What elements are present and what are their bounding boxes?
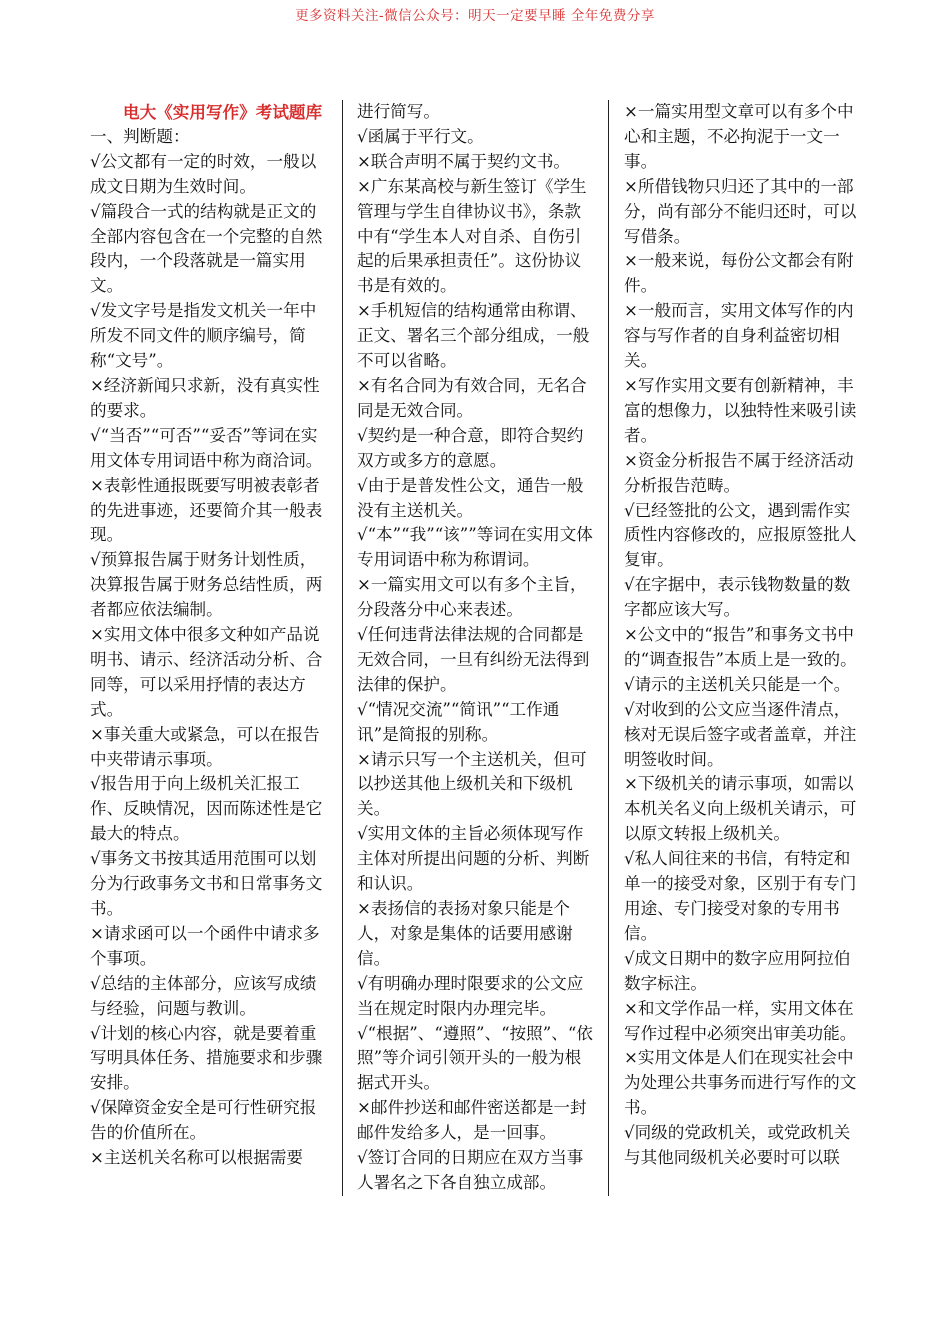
question-item: ×一篇实用型文章可以有多个中心和主题，不必拘泥于一文一事。 [624, 102, 854, 171]
question-item: √“情况交流”“简讯”“工作通讯”是简报的别称。 [357, 699, 560, 744]
question-item: √签订合同的日期应在双方当事人署名之下各自独立成部。 [357, 1148, 584, 1192]
question-item: ×所借钱物只归还了其中的一部分，尚有部分不能归还时，可以写借条。 [624, 176, 857, 246]
section-heading: 一、判断题： [90, 126, 190, 146]
question-item: ×一篇实用文可以有多个主旨，分段落分中心来表述。 [357, 575, 587, 620]
question-item: ×一般来说，每份公文都会有附件。 [624, 251, 854, 296]
question-item: ×事关重大或紧急，可以在报告中夹带请示事项。 [90, 724, 320, 769]
question-item: √成文日期中的数字应用阿拉伯数字标注。 [624, 948, 851, 993]
question-item: √请示的主送机关只能是一个。 [624, 674, 851, 694]
question-item: √预算报告属于财务计划性质，决算报告属于财务总结性质，两者都应依法编制。 [90, 550, 323, 620]
question-item: ×主送机关名称可以根据需要 [90, 1148, 304, 1168]
question-item: ×请示只写一个主送机关，但可以抄送其他上级机关和下级机关。 [357, 749, 587, 819]
question-item: √实用文体的主旨必须体现写作主体对所提出问题的分析、判断和认识。 [357, 824, 590, 894]
question-item: ×实用文体是人们在现实社会中为处理公共事务而进行写作的文书。 [624, 1048, 857, 1118]
question-item: ×有名合同为有效合同，无名合同是无效合同。 [357, 375, 587, 420]
question-item: ×资金分析报告不属于经济活动分析报告范畴。 [624, 450, 854, 495]
question-item: √事务文书按其适用范围可以划分为行政事务文书和日常事务文书。 [90, 849, 323, 918]
question-item: √私人间往来的书信，有特定和单一的接受对象，区别于有专门用途、专门接受对象的专用书信。 [624, 849, 857, 943]
column-3-items [624, 100, 862, 1171]
question-item: √契约是一种合意，即符合契约双方或多方的意愿。 [357, 425, 584, 470]
question-item: ×下级机关的请示事项，如需以本机关名义向上级机关请示，可以原文转报上级机关。 [624, 774, 857, 844]
column-divider-1 [342, 100, 343, 1196]
question-item: √“根据”、“遵照”、“按照”、“依照”等介词引领开头的一般为根据式开头。 [357, 1023, 593, 1093]
question-item: ×和文学作品一样，实用文体在写作过程中必须突出审美功能。 [624, 998, 857, 1043]
header-banner: 更多资料关注-微信公众号：明天一定要早睡 全年免费分享 [295, 8, 655, 24]
question-item: ×广东某高校与新生签订《学生管理与学生自律协议书》，条款中有“学生本人对自杀、自伤引起的后果承担责任”。这份协议书是有效的。 [357, 176, 587, 296]
question-item: ×联合声明不属于契约文书。 [357, 151, 571, 171]
question-item: ×公文中的“报告”和事务文书中的“调查报告”本质上是一致的。 [624, 625, 857, 669]
column-2 [357, 100, 594, 1200]
question-item: √有明确办理时限要求的公文应当在规定时限内办理完毕。 [357, 973, 584, 1018]
column-1-items [90, 150, 331, 1171]
question-item: ×经济新闻只求新，没有真实性的要求。 [90, 375, 320, 420]
question-item: √发文字号是指发文机关一年中所发不同文件的顺序编号，简称“文号”。 [90, 301, 317, 371]
question-item: √保障资金安全是可行性研究报告的价值所在。 [90, 1098, 317, 1143]
document-title: 电大《实用写作》考试题库 [123, 102, 323, 122]
question-item: √函属于平行文。 [357, 126, 484, 146]
column-1 [90, 100, 331, 1200]
question-item: √同级的党政机关，或党政机关与其他同级机关必要时可以联 [624, 1123, 851, 1168]
question-item: ×写作实用文要有创新精神，丰富的想像力，以独特性来吸引读者。 [624, 375, 857, 445]
question-item: √公文都有一定的时效，一般以成文日期为生效时间。 [90, 151, 317, 196]
question-item: √“当否”“可否”“妥否”等词在实用文体专用词语中称为商洽词。 [90, 425, 323, 470]
question-item: ×一般而言，实用文体写作的内容与写作者的自身利益密切相关。 [624, 301, 854, 371]
question-item: √计划的核心内容，就是要着重写明具体任务、措施要求和步骤安排。 [90, 1023, 323, 1093]
question-item: √“本”“我”“该””等词在实用文体专用词语中称为称谓词。 [357, 525, 593, 570]
question-item: √总结的主体部分，应该写成绩与经验，问题与教训。 [90, 973, 317, 1018]
question-item: ×表彰性通报既要写明被表彰者的先进事迹，还要简介其一般表现。 [90, 475, 323, 545]
question-item: ×实用文体中很多文种如产品说明书、请示、经济活动分析、合同等，可以采用抒情的表达方式。 [90, 625, 323, 719]
question-item: √由于是普发性公文，通告一般没有主送机关。 [357, 475, 584, 520]
question-item: ×手机短信的结构通常由称谓、正文、署名三个部分组成，一般不可以省略。 [357, 301, 590, 371]
question-item: ×表扬信的表扬对象只能是个人，对象是集体的话要用感谢信。 [357, 899, 573, 968]
question-item: √篇段合一式的结构就是正文的全部内容包含在一个完整的自然段内，一个段落就是一篇实用文。 [90, 201, 323, 296]
question-item: √报告用于向上级机关汇报工作、反映情况，因而陈述性是它最大的特点。 [90, 774, 323, 844]
column-divider-2 [608, 100, 609, 1196]
question-item: √在字据中，表示钱物数量的数字都应该大写。 [624, 575, 851, 620]
question-item: √任何违背法律法规的合同都是无效合同，一旦有纠纷无法得到法律的保护。 [357, 625, 590, 694]
question-item: 进行简写。 [357, 102, 440, 121]
column-2-items [357, 100, 594, 1196]
question-item: ×邮件抄送和邮件密送都是一封邮件发给多人，是一回事。 [357, 1098, 587, 1143]
question-item: ×请求函可以一个函件中请求多个事项。 [90, 923, 320, 968]
question-item: √已经签批的公文，遇到需作实质性内容修改的，应报原签批人复审。 [624, 500, 857, 570]
question-item: √对收到的公文应当逐件清点，核对无误后签字或者盖章，并注明签收时间。 [624, 699, 857, 769]
column-3 [624, 100, 862, 1200]
